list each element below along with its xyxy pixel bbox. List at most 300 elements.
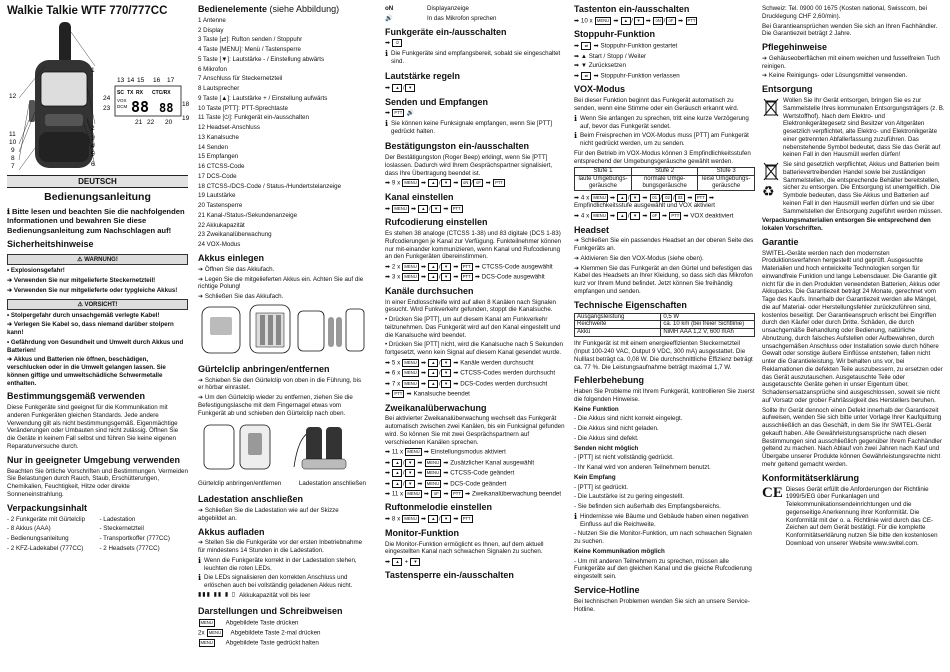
list-item: - 2 Funkgeräte mit Gürtelclip — [7, 515, 86, 523]
swiss-hotline-text: Schweiz: Tel. 0900 00 1675 (Kosten national, Swisscom, bei Drucklegung CHF 2,60/min). — [762, 5, 927, 20]
vox-text: Bei dieser Funktion beginnt das Funkgerät automatisch zu senden, wenn eine Stimme oder ein Geräusch erkannt wird. — [574, 97, 739, 113]
level-1-icon: 01 — [650, 194, 660, 202]
ptt-key-icon: PTT — [495, 180, 503, 186]
disposal-block-2: ♻ Sie sind gesetzlich verpflichtet, Akkus und Batterien beim batterievertreibenden Handel sowie bei zuständigen Sammelstellen, die entsprechende Behälter bereitstellen, sicher zu entsorgen. Die Entsorgung ist unentgeltlich. Die Symbole bedeuten, dass Sie Akkus und Batterien auf keinen Fall in den Hausmüll werfen dürfen und sie über Sammelstellen der Entsorgung zugeführt werden müssen. — [762, 161, 943, 215]
scan-keys-b: ➡ 6 x MENU ➡ ▲ / ▼ ➡ CTCSS-Codes werden durchsucht — [385, 370, 556, 377]
notation-row: oN Displayanzeige — [385, 5, 469, 12]
info-icon: ℹ — [198, 555, 202, 565]
dual-watch-keys-e: ➡ 11 x MENU ➡ oF ➡ PTT ➡ Zweikanalüberwachung beendet — [385, 490, 562, 498]
menu-key-icon: MENU — [404, 516, 417, 522]
callout-18: 18 — [182, 101, 190, 108]
confirm-tone-keys: ➡ 9 x MENU ➡ ▲ / ▼ ➡ oN / oF ➡ PTT — [385, 180, 503, 188]
notation-row: 2x MENU Abgebildete Taste 2-mal drücken — [198, 629, 321, 637]
callout-24: 24 — [103, 95, 111, 102]
display-off-icon: oF — [650, 212, 660, 220]
channel-heading: Kanal einstellen — [385, 191, 454, 202]
speaker — [39, 132, 89, 162]
list-item: - Die Akkus sind nicht korrekt eingelegt. — [574, 415, 683, 423]
info-icon: ℹ — [7, 207, 12, 216]
menu-key-icon: MENU — [593, 213, 606, 219]
down-key-icon: ▼ — [441, 515, 451, 523]
list-item: ➔ Gehäuseoberflächen mit einem weichen und fusselfreien Tuch reinigen. — [762, 54, 940, 70]
send-note: ℹ Sie können keine Funksignale empfangen, wenn Sie [PTT] gedrückt halten. — [385, 118, 553, 135]
service-heading: Service-Hotline — [574, 584, 640, 595]
callout-4: 4 — [91, 143, 95, 150]
list-item: 6 Mikrofon — [198, 65, 227, 73]
list-item: ➔ Aktivieren Sie den VOX-Modus (siehe oben). — [574, 254, 704, 262]
up-key-icon: ▲ — [418, 205, 428, 213]
callout-7: 7 — [11, 163, 15, 170]
crossed-bin-icon — [762, 97, 780, 117]
key-tone-keys: ➡ 10 x MENU ➡ ▲ / ▼ ➡ oN / oF ➡ PTT — [574, 17, 696, 25]
up-key-icon: ▲ — [392, 558, 402, 566]
callout-13: 13 — [117, 77, 125, 84]
list-item: ➔ Um den Gürtelclip wieder zu entfernen, ziehen Sie die Befestigungslasche mit dem Fingernagel etwas vom Funkgerät ab und schieben den Gürtelclip nach oben. — [198, 394, 353, 417]
battery-insert-illustration — [198, 303, 366, 355]
ptt-key-icon: PTT — [687, 17, 696, 23]
list-item: 20 Tastensperre — [198, 202, 243, 210]
list-item: • Explosionsgefahr! — [7, 267, 65, 275]
list-item: 10 Taste [PTT]: PTT-Sprechtaste — [198, 104, 288, 112]
volume-keys: ➡ ▲ / ▼ — [385, 84, 565, 92]
package-right — [100, 516, 189, 555]
belt-clip-steps — [198, 377, 366, 418]
up-key-icon: ▲ — [428, 369, 438, 377]
no-send-list — [574, 454, 755, 472]
list-item: - 8 Akkus (AAA) — [7, 525, 51, 533]
table-row: Akku NiMH AAA 1,2 V, 600 mAh — [575, 329, 755, 337]
list-item: - Ladestation — [99, 515, 136, 523]
up-key-icon: ▲ — [428, 179, 438, 187]
menu-key-icon: MENU — [426, 470, 440, 476]
up-key-icon: ▲ — [428, 380, 438, 388]
list-item: 15 Empfangen — [198, 153, 239, 161]
warranty-heading: Garantie — [762, 236, 799, 247]
list-item: 17 DCS-Code — [198, 172, 237, 180]
dual-watch-text: Bei aktivierter Zweikanalüberwachung wechselt das Funkgerät automatisch zwischen zwei Kanälen, bis ein Funksignal gefunden wird. So können Sie mit zwei Gesprächspartnern auf verschiedenen Kanälen sprechen. — [385, 415, 565, 446]
caption-charger: Ladestation anschließen — [298, 480, 366, 488]
up-key-icon: ▲ — [392, 469, 402, 477]
speak-icon: 🔊 — [385, 14, 393, 22]
stopwatch-heading: Stoppuhr-Funktion — [574, 29, 655, 40]
dual-watch-keys-a: ➡ 11 x MENU ➡ Einstellungsmodus aktiviert — [385, 449, 506, 457]
callout-8: 8 — [11, 155, 15, 162]
charging-note-2: ℹ Die LEDs signalisieren den korrekten Anschluss und erlöschen auch bei vollständig geladenen Akkus nicht. — [198, 573, 353, 590]
power-note: ℹ Die Funkgeräte sind empfangsbereit, sobald sie eingeschaltet sind. — [385, 48, 561, 65]
vox-levels-table — [574, 167, 755, 191]
menu-key-icon: MENU — [404, 380, 417, 386]
charging-text: ➔ Stellen Sie die Funkgeräte vor der ersten Inbetriebnahme für mindestens 14 Stunden in die Ladestation. — [198, 539, 363, 555]
conformity-heading: Konformitätserklärung — [762, 472, 860, 483]
stopwatch-row: ➡ ▲ Start / Stopp / Weiter — [574, 52, 647, 60]
callout-3: 3 — [91, 135, 95, 142]
display-label-rx: RX — [136, 90, 143, 96]
list-item: ➔ Legen Sie die mitgelieferten Akkus ein. Achten Sie auf die richtige Polung! — [198, 275, 364, 291]
battery-capacity-legend: ▮▮▮ ▮▮ ▮ ▯ Akkukapazität voll bis leer — [198, 591, 311, 599]
callout-19: 19 — [182, 115, 190, 122]
callout-16: 16 — [153, 77, 161, 84]
menu-key-icon: MENU — [404, 180, 417, 186]
up-key-icon: ▲ — [621, 17, 631, 25]
menu-key-icon: MENU — [404, 274, 417, 280]
power-keys: ➡ ⏻ — [385, 39, 565, 47]
device-display — [41, 72, 87, 106]
ptt-key-icon: PTT — [671, 213, 680, 219]
table-row: laute Umgebungs-geräusche normale Umge-bungsgeräusche leise Umgebungs-geräusche — [575, 176, 755, 191]
recycle-icon: ♻ — [762, 183, 775, 200]
list-item: - Ihr Kanal wird von anderen Teilnehmern benutzt. — [574, 464, 711, 472]
charger-text: ➔ Schließen Sie die Ladestation wie auf der Skizze abgebildet an. — [198, 507, 339, 522]
list-item: 23 Zweikanalüberwachung — [198, 231, 272, 239]
confirm-tone-text: Der Bestätigungston (Roger Beep) erklingt, wenn Sie [PTT] loslassen. Dadurch wird Ihrem Gesprächspartner signalisiert, dass Ihre Übertragung beendet ist. — [385, 154, 553, 177]
no-receive-list — [574, 484, 755, 511]
table-row: Reichweite ca. 10 km (bei freier Sichtlinie) — [575, 321, 755, 329]
info-icon: ℹ — [574, 113, 578, 123]
monitor-keys: ➡ ▲ + ▼ — [385, 558, 565, 566]
ptt-key-icon: PTT — [452, 490, 461, 496]
column-2 — [198, 5, 366, 650]
insert-battery-heading: Akkus einlegen — [198, 252, 265, 263]
call-code-keys-b: ➡ 3 x MENU ➡ ▲ / ▼ ➡ PTT ➡ DCS-Code ausgewählt — [385, 274, 545, 282]
list-item: ➔ Schließen Sie ein passendes Headset an der oberen Seite des Funkgeräts an. — [574, 237, 754, 253]
package-heading: Verpackungsinhalt — [7, 502, 88, 513]
menu-key-icon: MENU — [200, 619, 213, 625]
list-item: ➔ Verwenden Sie nur mitgelieferte Steckernetzteil! — [7, 277, 156, 285]
vox-text-2: Für den Betrieb im VOX-Modus können 3 Empfindlichkeitsstufen entsprechend der Umgebungsgeräusche gewählt werden. — [574, 149, 751, 165]
display-off-icon: oF — [431, 490, 441, 498]
ptt-key-icon: PTT — [462, 274, 471, 280]
page-title: Walkie Talkie WTF 770/777CC — [7, 5, 168, 17]
confirm-tone-heading: Bestätigungston ein-/ausschalten — [385, 141, 530, 152]
list-item: 16 CTCSS-Code — [198, 163, 245, 171]
troubleshooting-heading: Fehlerbehebung — [574, 375, 645, 386]
display-label-ctcss: CTC/RX — [152, 90, 171, 96]
down-key-icon: ▼ — [405, 469, 415, 477]
display-label-vox: VOX — [117, 98, 127, 103]
list-item: - Die Akkus sind nicht geladen. — [574, 425, 659, 433]
down-key-icon: ▼ — [410, 558, 420, 566]
list-item: - Bedienungsanleitung — [7, 535, 69, 543]
info-icon: ℹ — [574, 131, 578, 141]
caption-clip: Gürtelclip anbringen/entfernen — [198, 480, 282, 488]
figure-captions — [198, 480, 366, 490]
list-item: - [PTT] ist nicht vollständig gedrückt. — [574, 454, 674, 462]
up-key-icon: ▲ — [428, 359, 438, 367]
callout-6: 6 — [91, 161, 95, 168]
down-key-icon: ▼ — [630, 194, 640, 202]
disposal-icons — [762, 161, 780, 198]
info-icon: ℹ — [198, 573, 202, 583]
battery-level-icons: ▮▮▮ ▮▮ ▮ ▯ — [198, 591, 237, 598]
down-key-icon: ▼ — [441, 263, 451, 271]
list-item: 18 CTCSS-/DCS-Code / Status-/Hundertstelanzeige — [198, 182, 342, 190]
crossed-bin-icon — [762, 161, 780, 181]
list-item: - Steckernetzteil — [99, 525, 144, 533]
list-item: 11 Taste [⏻]: Funkgerät ein-/ausschalten — [198, 114, 309, 122]
stopwatch-row: ➡ ⇄ ➡ Stoppuhr-Funktion gestartet — [574, 42, 678, 50]
callout-11: 11 — [9, 131, 16, 138]
controls-heading: Bedienelemente (siehe Abbildung) — [198, 4, 340, 14]
warning-icon: ⚠ — [77, 257, 85, 264]
list-item: ➔ Schieben Sie den Gürtelclip von oben in die Führung, bis er hörbar einrastet. — [198, 376, 362, 392]
scan-keys-a: ➡ 5 x MENU ➡ ▲ / ▼ ➡ Kanäle werden durchsucht — [385, 359, 534, 367]
ptt-side-button — [29, 100, 35, 122]
tech-heading: Technische Eigenschaften — [574, 299, 687, 310]
no-comm-text: - Um mit anderen Teilnehmern zu sprechen, müssen alle Funkgeräte auf den gleichen Kanal und die gleiche Rufcodierung eingestellt sein. — [574, 557, 752, 581]
display-on-icon: oN — [653, 17, 663, 25]
controls-list — [198, 17, 366, 249]
column-5 — [762, 5, 945, 550]
callout-14: 14 — [127, 77, 135, 84]
notation-heading: Darstellungen und Schreibweisen — [198, 605, 343, 616]
list-item: ➔ Öffnen Sie das Akkufach. — [198, 265, 275, 273]
ptt-key-icon: PTT — [452, 205, 461, 211]
down-key-icon: ▼ — [441, 359, 451, 367]
vox-heading: VOX-Modus — [574, 84, 625, 95]
scan-text: In einer Endlosschleife wird auf allen 8 Kanälen nach Signalen gesucht. Wird Funkverkehr gefunden, stoppt die Kanalsuche. — [385, 298, 556, 314]
vox-keys-b: ➡ 4 x MENU ➡ ▲ / ▼ ➡ oF ➡ PTT ➡ VOX deaktiviert — [574, 212, 734, 220]
callout-15: 15 — [137, 77, 145, 84]
notation-row: MENU Abgebildete Taste drücken — [200, 619, 299, 627]
list-item: 22 Akkukapazität — [198, 221, 245, 229]
package-left — [7, 516, 96, 555]
dual-watch-keys-c: ➡ ▲ / ▼ ➡ MENU ➡ CTCSS-Code geändert — [385, 469, 515, 477]
caution-badge: ⚠ VORSICHT! — [7, 299, 188, 310]
up-key-icon: ▲ — [428, 515, 438, 523]
warning-list — [7, 267, 188, 294]
insert-battery-steps — [198, 266, 366, 301]
scan-keys-c: ➡ 7 x MENU ➡ ▲ / ▼ ➡ DCS-Codes werden durchsucht — [385, 380, 548, 388]
notation-row: MENU Abgebildete Taste gedrückt halten — [200, 640, 319, 648]
info-icon: ℹ — [385, 118, 389, 128]
intro-text: ℹ Bitte lesen und beachten Sie die nachfolgenden Informationen und bewahren Sie diese Bedienungsanleitung zum Nachschlagen auf! — [7, 207, 185, 235]
key-row — [45, 114, 83, 126]
list-item: 7 Anschluss für Steckernetzteil — [198, 75, 283, 83]
warranty-claims-text: Bei Garantieansprüchen wenden Sie sich an Ihren Fachhändler. Die Garantiezeit beträgt 2 Jahre. — [762, 22, 938, 38]
menu-key-icon: MENU — [404, 370, 417, 376]
list-item: 24 VOX-Modus — [198, 241, 241, 249]
warning-badge: ⚠ WARNUNG! — [7, 254, 188, 265]
ptt-key-icon: PTT — [462, 516, 471, 522]
environment-text: Beachten Sie örtliche Vorschriften und Bestimmungen. Vermeiden Sie Belastungen durch Rauch, Staub, Erschütterungen, Chemikalien, Feuchtigkeit, Hitze oder direkte Sonneneinstrahlung. — [7, 467, 188, 498]
ptt-key-icon: PTT — [696, 195, 705, 201]
list-item: ➔ Keine Reinigungs- oder Lösungsmittel verwenden. — [762, 72, 908, 80]
up-key-icon: ▲ — [428, 263, 438, 271]
list-item: - Die Akkus sind defekt. — [574, 434, 639, 442]
menu-key-icon: MENU — [404, 264, 417, 270]
display-off-icon: oF — [473, 179, 483, 187]
no-function-list — [574, 415, 755, 442]
scan-keys-d: ➡ PTT ➡ Kanalsuche beendet — [385, 390, 470, 398]
table-row: Ausgangsleistung 0,5 W — [575, 313, 755, 321]
packaging-disposal-text: Verpackungsmaterialien entsorgen Sie entsprechend den lokalen Vorschriften. — [762, 217, 931, 233]
key-lock-heading: Tastensperre ein-/ausschalten — [385, 570, 514, 581]
tech-table — [574, 313, 755, 338]
list-item: 21 Kanal-/Status-/Sekundenanzeige — [198, 211, 298, 219]
warning-icon: ⚠ — [77, 301, 85, 308]
language-bar: DEUTSCH — [7, 175, 188, 188]
ce-mark-icon: CE — [762, 484, 783, 501]
no-comm-heading: Keine Kommunikation möglich — [574, 547, 665, 555]
charging-heading: Akkus aufladen — [198, 526, 265, 537]
stopwatch-row: ➡ ▼ Zurücksetzen — [574, 62, 626, 70]
down-key-icon: ▼ — [441, 380, 451, 388]
list-item: ➔ Verwenden Sie nur mitgelieferte oder typgleiche Akkus! — [7, 286, 178, 294]
list-item: - 2 Headsets (777CC) — [99, 544, 160, 552]
clip-and-charger-illustration — [198, 419, 366, 475]
display-off-icon: oF — [666, 17, 676, 25]
down-key-icon: ▼ — [431, 205, 441, 213]
intended-use-text: Diese Funkgeräte sind geeignet für die Kommunikation mit anderen Funkgeräten gleichen Standards. Jede andere Verwendung gilt als nicht bestimmungsgemäß. Eigenmächtige Veränderungen oder Umbauten sind nicht zulässig. Öffnen Sie die Geräte in keinem Fall selbst und führen Sie keine eigenen Reparaturversuche durch. — [7, 404, 179, 450]
list-item: • Gefährdung von Gesundheit und Umwelt durch Akkus und Batterien! — [7, 338, 184, 354]
up-key-icon: ▲ — [392, 84, 402, 92]
conformity-block: CE Dieses Gerät erfüllt die Anforderungen der Richtlinie 1999/5/EG über Funkanlagen und Telekommunikationsendeinrichtungen und die gegenseitige Anerkennung ihrer Konformität. Die Konformität mit der o. a. Richtlinie wird durch das CE-Zeichen auf dem Gerät bestätigt. Für die komplette Konformitätserklärung nutzen Sie bitte den kostenlosen Download von unserer Website www.switel.com. — [762, 484, 938, 547]
call-code-heading: Rufcodierung einstellen — [385, 217, 488, 228]
walkie-talkie-diagram — [7, 20, 188, 170]
list-item: 12 Headset-Anschluss — [198, 124, 260, 132]
monitor-text: Die Monitor-Funktion ermöglicht es Ihnen, auf dem aktuell eingestellten Kanal nach schwachen Signalen zu suchen. — [385, 540, 544, 556]
list-item: 13 Kanalsuche — [198, 133, 239, 141]
display-label-sc: SC — [117, 90, 124, 96]
no-send-heading: Senden nicht möglich — [574, 444, 639, 452]
list-item: 4 Taste [MENU]: Menü / Tastensperre — [198, 46, 301, 54]
send-receive-heading: Senden und Empfangen — [385, 96, 489, 107]
callout-21: 21 — [135, 119, 143, 126]
callout-17: 17 — [167, 77, 175, 84]
down-key-icon: ▼ — [441, 369, 451, 377]
list-item: ➔ Schließen Sie das Akkufach. — [198, 293, 284, 301]
callout-9: 9 — [11, 147, 15, 154]
charger-heading: Ladestation anschließen — [198, 494, 304, 505]
list-item: - Die Lautstärke ist zu gering eingestellt. — [574, 493, 685, 501]
list-item: • Stolpergefahr durch unsachgemäß verlegte Kabel! — [7, 311, 160, 319]
send-keys: ➡ PTT 🔊 — [385, 110, 415, 118]
caution-list — [7, 312, 188, 388]
antenna — [59, 22, 71, 64]
callout-20: 20 — [165, 119, 173, 126]
list-item: - Transportkoffer (777CC) — [99, 535, 170, 543]
down-key-icon: ▼ — [441, 179, 451, 187]
column-4 — [574, 5, 755, 615]
stopwatch-row: ➡ ⇄ ➡ Stoppuhr-Funktion verlassen — [574, 72, 680, 80]
power-heading: Funkgeräte ein-/ausschalten — [385, 26, 507, 37]
down-key-icon: ▼ — [405, 84, 415, 92]
channel-digits: 88 — [159, 101, 174, 115]
speak-icon: 🔊 — [406, 110, 415, 118]
volume-heading: Lautstärke regeln — [385, 71, 461, 82]
display-on-icon: oN — [461, 179, 471, 187]
belt-clip-heading: Gürtelclip anbringen/entfernen — [198, 363, 330, 374]
call-key-icon: ⇄ — [581, 72, 591, 80]
dual-watch-heading: Zweikanalüberwachung — [385, 402, 487, 413]
callout-10: 10 — [9, 139, 17, 146]
up-key-icon: ▲ — [392, 459, 402, 467]
level-2-icon: 02 — [662, 194, 672, 202]
call-key-icon: ⇄ — [581, 42, 591, 50]
down-key-icon: ▼ — [405, 480, 415, 488]
charging-note-1: ℹ Wenn die Funkgeräte korrekt in der Ladestation stehen, leuchten die roten LEDs. — [198, 555, 357, 572]
callout-5: 5 — [91, 151, 95, 158]
environment-heading: Nur in geeigneter Umgebung verwenden — [7, 454, 181, 465]
list-item: 8 Lautsprecher — [198, 85, 240, 93]
menu-key-icon: MENU — [426, 459, 440, 465]
headset-heading: Headset — [574, 224, 610, 235]
callout-1: 1 — [91, 67, 95, 74]
up-key-icon: ▲ — [428, 273, 438, 281]
call-code-text: Es stehen 38 analoge (CTCSS 1-38) und 83 digitale (DCS 1-83) Rufcodierungen je Kanal zur Verfügung. Funkteilnehmer können nur mit-einander kommunizieren, wenn Kanal und Rufcodierung an den Funkgeräten übereinstimmen. — [385, 230, 562, 261]
column-1 — [7, 5, 188, 555]
no-receive-note: ℹ Hindernisse wie Bäume und Gebäude haben einen negativen Einfluss auf die Reichweite. — [574, 511, 749, 528]
menu-key-hold-icon: MENU — [200, 640, 213, 646]
list-item: ➔ Verlegen Sie Kabel so, dass niemand darüber stolpern kann! — [7, 321, 174, 337]
disposal-heading: Entsorgung — [762, 84, 813, 95]
table-row: Stufe 1 Stufe 2 Stufe 3 — [575, 168, 755, 176]
menu-key-icon: MENU — [593, 195, 606, 201]
key-tone-heading: Tastenton ein-/ausschalten — [574, 4, 690, 14]
menu-key-icon: MENU — [407, 449, 420, 455]
tech-text: Ihr Funkgerät ist mit einem energieeffizienten Steckernetzteil (Input 100-240 VAC, Output 9 VDC, 300 mA) ausgestattet. Die Nulllast beträgt ca. 0,08 W. Die durchschnittliche Effizienz beträgt ca. 77 %. Die Leistungsaufnahme beträgt maximal 1,7 W. — [574, 340, 753, 371]
list-item: - 2 KFZ-Ladekabel (777CC) — [7, 544, 84, 552]
no-function-heading: Keine Funktion — [574, 405, 619, 413]
manual-heading: Bedienungsanleitung — [44, 191, 151, 203]
down-key-icon: ▼ — [405, 459, 415, 467]
power-key-icon: ⏻ — [392, 39, 402, 47]
intended-use-heading: Bestimmungsgemäß verwenden — [7, 391, 146, 402]
warranty-text-2: Sollte Ihr Gerät dennoch einen Defekt innerhalb der Garantiezeit aufweisen, wenden Sie sich bitte unter Vorlage Ihrer Kaufquittung ausschließlich an das Geschäft, in dem Sie Ihr SWITEL-Gerät gekauft haben. Alle Gewährleistungsansprüche nach diesen Bestimmungen sind ausschließlich gegenüber Ihrem Fachhändler geltend zu machen. Nach Ablauf von zwei Jahren nach Kauf und Übergabe unserer Produkte können Gewährleistungsrechte nicht mehr geltend gemacht werden. — [762, 406, 942, 468]
list-item: 5 Taste [▼]: Lautstärke - / Einstellung abwärts — [198, 55, 325, 63]
up-key-icon: ▲ — [617, 212, 627, 220]
menu-key-icon: MENU — [404, 359, 417, 365]
dual-watch-keys-b: ➡ ▲ / ▼ ➡ MENU ➡ Zusätzlicher Kanal ausgewählt — [385, 459, 535, 467]
call-code-keys-a: ➡ 2 x MENU ➡ ▲ / ▼ ➡ PTT ➡ CTCSS-Code ausgewählt — [385, 263, 553, 271]
care-heading: Pflegehinweise — [762, 42, 828, 52]
list-item: - [PTT] ist gedrückt. — [574, 483, 628, 491]
monitor-heading: Monitor-Funktion — [385, 527, 459, 538]
vox-note-2: ℹ Beim Freisprechen im VOX-Modus muss [PTT] am Funkgerät nicht gedrückt werden, um zu senden. — [574, 131, 749, 148]
menu-key-icon: MENU — [426, 480, 440, 486]
vox-note-1: ℹ Wenn Sie anfangen zu sprechen, tritt eine kurze Verzögerung auf, bevor das Funkgerät sendet. — [574, 113, 749, 130]
down-key-icon: ▼ — [630, 212, 640, 220]
disposal-block-1: Wollen Sie Ihr Gerät entsorgen, bringen Sie es zur Sammelstelle Ihres kommunalen Entsorgungsträgers (z. B. Wertstoffhof). Nach dem Elektro- und Elektronikgerätegesetz sind Besitzer von Altgeräten gesetzlich verpflichtet, alte Elektro- und Elektronikgeräte einer getrennten Abfallerfassung zuzuführen. Das nebenstehende Symbol bedeutet, dass Sie das Gerät auf keinen Fall in den Hausmüll werfen dürfen! — [762, 97, 945, 161]
callout-22: 22 — [147, 119, 155, 126]
vox-keys-a: ➡ 4 x MENU ➡ ▲ / ▼ ➡ 01 / 02 / 03 ➡ PTT ➡ Empfindlichkeitsstufe ausgewählt und VOX aktiviert — [574, 194, 716, 210]
notation-row: 🔊 In das Mikrofon sprechen — [385, 14, 497, 22]
warranty-text: SWITEL-Geräte werden nach den modernsten Produktionsverfahren hergestellt und geprüft. Ausgesuchte Materialien und hoch entwickelte Technologien sorgen für einwandfreie Funktion und lange Lebensdauer. Die Garantie gilt nicht für die in den Produkten verwendeten Batterien, Akkus oder Akkupacks. Die Garantiezeit beträgt 24 Monate, gerechnet vom Tage des Kaufs. Innerhalb der Garantiezeit werden alle Mängel, die auf Material- oder Herstellungsfehler zurückzuführen sind, kostenlos beseitigt. Der Garantieanspruch erlischt bei Eingriffen durch den Käufer oder durch Dritte. Schäden, die durch unsachgemäße Behandlung oder Bedienung, natürliche Abnutzung, durch falsches Aufstellen oder Aufbewahren, durch unsachgemäßen Anschluss oder Installation sowie durch höhere Gewalt oder sonstige äußere Einflüsse entstehen, fallen nicht unter die Garantieleistung. Wir behalten uns vor, bei Reklamationen die defekten Teile auszubessern, zu ersetzen oder das Gerät auszutauschen. Ausgetauschte Teile oder ausgetauschte Geräte gehen in unser Eigentum über. Schadensersatzansprüche sind ausgeschlossen, soweit sie nicht auf Vorsatz oder grober Fahrlässigkeit des Herstellers beruhen. — [762, 249, 943, 404]
menu-key-icon: MENU — [208, 629, 222, 635]
scan-text-2: • Drücken Sie [PTT], um auf diesem Kanal am Funkverkehr teilzunehmen. Das Funkgerät wird auf den Kanal eingestellt und die Kanalsuche wird beendet. — [385, 316, 561, 339]
menu-key-icon: MENU — [596, 17, 610, 23]
no-receive-text: - Nutzen Sie die Monitor-Funktion, um nach schwachen Signalen zu suchen. — [574, 530, 752, 546]
callout-23: 23 — [103, 105, 111, 112]
list-item: - Sie befinden sich außerhalb des Empfangsbereichs. — [574, 503, 721, 511]
ptt-key-icon: PTT — [394, 391, 403, 397]
ptt-key-icon: PTT — [394, 110, 403, 116]
display-digits: 88 — [131, 98, 150, 116]
list-item: 3 Taste [⇄]: Rufton senden / Stoppuhr — [198, 36, 303, 44]
device-figure — [7, 20, 188, 171]
list-item: 1 Antenne — [198, 16, 226, 24]
menu-key-icon: MENU — [407, 490, 420, 496]
ringtone-keys: ➡ 8 x MENU ➡ ▲ / ▼ ➡ PTT — [385, 515, 471, 523]
safety-heading: Sicherheitshinweise — [7, 239, 94, 250]
level-3-icon: 03 — [675, 194, 685, 202]
menu-key-icon: MENU — [394, 205, 407, 211]
troubleshooting-text: Haben Sie Probleme mit Ihrem Funkgerät, kontrollieren Sie zuerst die folgenden Hinweise. — [574, 388, 755, 403]
care-list — [762, 55, 945, 80]
headset-steps — [574, 237, 755, 295]
up-key-icon: ▲ — [617, 194, 627, 202]
callout-12: 12 — [9, 93, 17, 100]
